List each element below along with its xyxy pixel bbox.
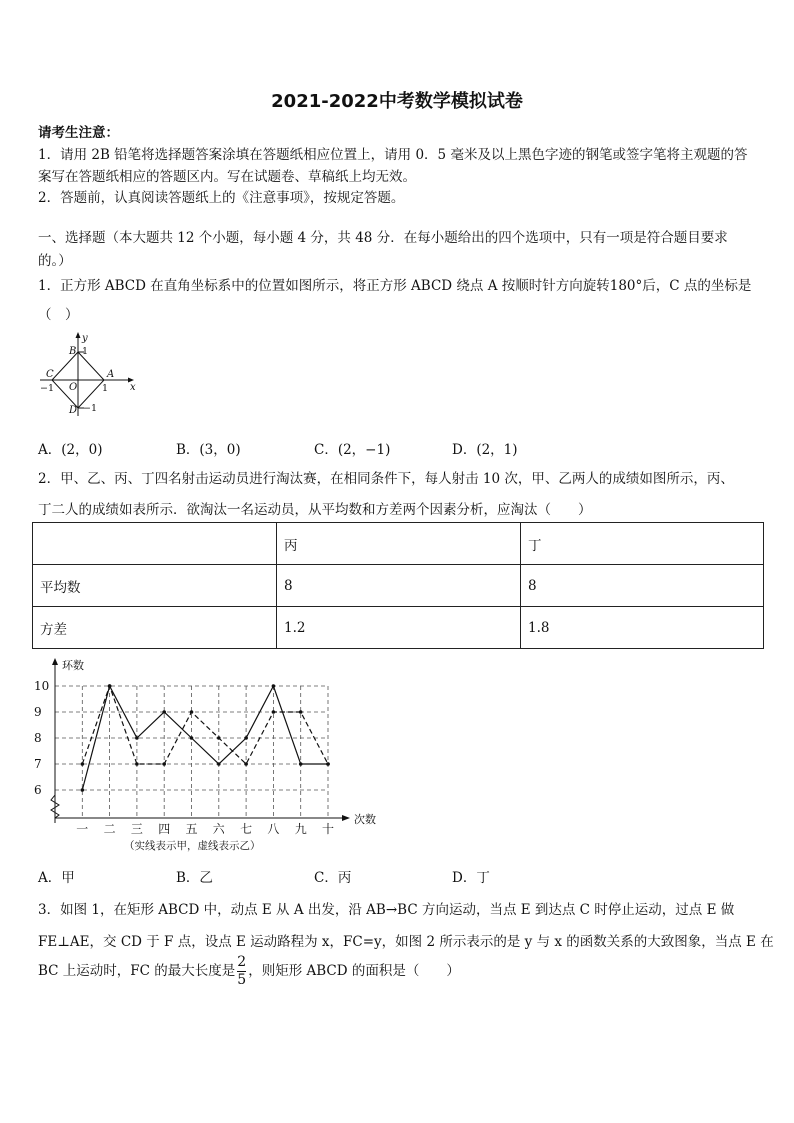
data-point [326,762,330,766]
q2-option-a: A．甲 [38,870,75,886]
table-cell: 8 [277,565,521,607]
q2-text-a: 2．甲、乙、丙、丁四名射击运动员进行淘汰赛，在相同条件下，每人射击 10 次，甲、乙两人的成绩如图所示，丙、 [38,471,734,487]
data-point [272,710,276,714]
q1-text-b: （ ） [38,307,79,323]
table-header-row [33,523,764,565]
q3-fraction [237,954,246,989]
data-point [217,762,221,766]
label-one-right: 1 [102,383,109,394]
q1-text-a: 1．正方形 ABCD 在直角坐标系中的位置如图所示，将正方形 ABCD 绕点 A 按顺时针方向旋转180°后，C 点的坐标是 [38,278,752,294]
y-tick-label: 8 [34,731,42,745]
chart-xlabel: 次数 [354,813,376,826]
data-point [135,762,139,766]
label-b: B [69,346,77,357]
data-point [135,736,139,740]
x-tick-label: 二 [103,822,116,836]
q3-line-2: FE⊥AE，交 CD 于 F 点，设点 E 运动路程为 x，FC=y，如图 2 所示表示的是 y 与 x 的函数关系的大致图象，当点 E 在 [38,934,774,950]
data-point [299,762,303,766]
table-cell: 平均数 [33,565,277,607]
x-tick-label: 四 [158,822,171,836]
data-point [81,762,85,766]
data-point [190,736,194,740]
label-y: y [82,333,88,344]
x-tick-label: 七 [240,822,253,836]
table-header-empty [33,523,277,565]
table-row [33,607,764,649]
x-tick-label: 五 [185,822,198,836]
table-row [33,565,764,607]
y-tick-label: 7 [34,757,42,771]
data-point [81,788,85,792]
q2-score-table [32,522,764,649]
label-neg-one-bottom: −1 [83,403,98,414]
x-tick-label: 三 [130,822,143,836]
data-point [272,684,276,688]
data-point [190,710,194,714]
q2-option-d: D．丁 [452,870,490,886]
q3-fraction-numerator: 2 [237,954,247,970]
table-cell: 1.8 [521,607,764,649]
q1-square-figure [36,330,140,420]
q1-option-b: B．(3，0) [176,442,241,458]
x-tick-label: 一 [76,822,89,836]
page-title: 2021-2022中考数学模拟试卷 [271,91,523,112]
q2-option-b: B．乙 [176,870,213,886]
data-point [244,736,248,740]
data-point [299,710,303,714]
q2-text-b: 丁二人的成绩如表所示．欲淘汰一名运动员，从平均数和方差两个因素分析，应淘汰（ ） [38,502,592,518]
q1-option-d: D．(2，1) [452,442,518,458]
notice-item-1a: 1．请用 2B 铅笔将选择题答案涂填在答题纸相应位置上，请用 0．5 毫米及以上黑色字迹的钢笔或签字笔将主观题的答 [38,147,748,163]
y-tick-label: 10 [34,679,50,693]
table-header-bing: 丙 [277,523,521,565]
table-cell: 1.2 [277,607,521,649]
q1-option-c: C．(2，−1) [314,442,391,458]
chart-ylabel: 环数 [62,659,84,672]
q2-line-chart [30,655,382,860]
data-point [217,736,221,740]
q3-line-1: 3．如图 1，在矩形 ABCD 中，动点 E 从 A 出发，沿 AB→BC 方向运动，当点 E 到达点 C 时停止运动，过点 E 做 [38,902,735,918]
table-cell: 8 [521,565,764,607]
y-tick-label: 9 [34,705,42,719]
notice-item-1b: 案写在答题纸相应的答题区内。写在试题卷、草稿纸上均无效。 [38,169,416,185]
label-a: A [107,369,115,380]
q3-fraction-denominator: 5 [237,972,247,988]
data-point [162,710,166,714]
section-1-heading-b: 的。） [38,253,72,269]
q3-line-3 [38,952,460,990]
label-one-top: 1 [82,346,89,357]
x-tick-label: 十 [321,822,335,836]
data-point [162,762,166,766]
y-tick-label: 6 [34,783,42,797]
data-point [244,762,248,766]
label-c: C [46,369,54,380]
q1-option-a: A．(2，0) [38,442,103,458]
notice-item-2: 2．答题前，认真阅读答题纸上的《注意事项》，按规定答题。 [38,190,405,206]
x-tick-label: 六 [212,822,225,836]
q3-line-3-b: ，则矩形 ABCD 的面积是（ ） [248,963,460,979]
label-o: O [69,382,78,393]
label-d: D [69,405,78,416]
label-neg-one-left: −1 [40,383,55,394]
label-x: x [130,382,136,393]
x-tick-label: 八 [267,822,280,836]
section-1-heading-a: 一、选择题（本大题共 12 个小题，每小题 4 分，共 48 分．在每小题给出的四个选项中，只有一项是符合题目要求 [38,230,728,246]
table-header-ding: 丁 [521,523,764,565]
x-tick-label: 九 [294,822,307,836]
q3-line-3-a: BC 上运动时，FC 的最大长度是 [38,963,236,979]
table-cell: 方差 [33,607,277,649]
q2-option-c: C．丙 [314,870,352,886]
chart-caption: （实线表示甲，虚线表示乙） [124,840,261,852]
data-point [108,684,112,688]
notice-heading: 请考生注意： [38,125,119,141]
series-line-yi [82,686,328,764]
